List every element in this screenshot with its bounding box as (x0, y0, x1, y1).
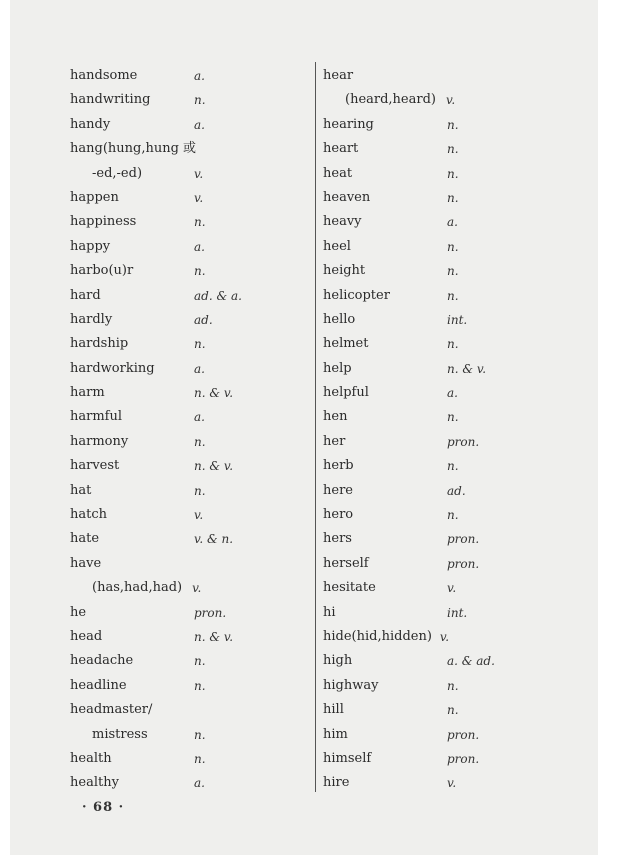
entry-word: (heard,heard) (345, 92, 436, 108)
entry-word: heavy (323, 214, 362, 230)
entry-pos: int. (447, 605, 468, 620)
entry-pos: n. (447, 678, 459, 693)
entry-pos: a. (447, 215, 458, 230)
entry-word: headline (70, 677, 127, 693)
entry-word: helicopter (323, 287, 390, 303)
entry-row (323, 454, 583, 478)
entry-word: hen (323, 409, 348, 425)
entry-row (70, 698, 310, 722)
entry-word: hero (323, 507, 354, 523)
entry-row (323, 210, 583, 234)
entry-pos: n. (447, 166, 459, 181)
entry-pos: ad. (194, 312, 213, 327)
entry-pos: v. (447, 776, 457, 791)
entry-row (323, 747, 583, 771)
entry-row (70, 674, 310, 698)
entry-row-continuation (70, 723, 310, 747)
entry-pos: pron. (447, 532, 480, 547)
entry-row (70, 454, 310, 478)
entry-word: herb (323, 458, 354, 474)
column-divider (315, 62, 316, 792)
entry-row (70, 479, 310, 503)
entry-word: hesitate (323, 580, 376, 596)
entry-word: harm (70, 385, 105, 401)
entry-row (323, 771, 583, 795)
entry-word: headmaster/ (70, 702, 153, 718)
entry-word: hide(hid,hidden) (323, 628, 432, 644)
page-number: · 68 · (82, 800, 125, 815)
entry-pos: a. (194, 361, 205, 376)
entry-word: handsome (70, 68, 138, 83)
entry-word: highway (323, 677, 379, 693)
entry-row (323, 162, 583, 186)
entry-word: high (323, 653, 353, 669)
entry-pos: n. & v. (194, 459, 234, 474)
entry-row (70, 503, 310, 527)
entry-pos: a. (194, 776, 205, 791)
entry-pos: n. (194, 727, 206, 742)
entry-word: health (70, 750, 112, 766)
entry-word: have (70, 555, 102, 571)
entry-word: harmony (70, 433, 129, 449)
entry-pos: ad. (447, 483, 466, 498)
entry-word: mistress (92, 726, 148, 742)
entry-pos: n. (447, 703, 459, 718)
entry-row (70, 113, 310, 137)
entry-pos: n. (447, 190, 459, 205)
entry-word: heart (323, 141, 359, 157)
entry-word: helmet (323, 336, 369, 352)
entry-word: heat (323, 165, 353, 181)
entry-row (70, 186, 310, 210)
entry-word: hardship (70, 336, 129, 352)
entry-row (70, 527, 310, 551)
entry-word: hers (323, 531, 352, 547)
entry-pos: n. & v. (194, 386, 234, 401)
entry-pos: n. (447, 264, 459, 279)
entry-row-continuation (70, 162, 310, 186)
entry-row-continuation (323, 88, 583, 112)
entry-row (323, 649, 583, 673)
entry-word: head (70, 628, 103, 644)
entry-pos: pron. (447, 727, 480, 742)
entry-word: heel (323, 238, 351, 254)
entry-row (323, 235, 583, 259)
entry-pos: pron. (194, 605, 227, 620)
entry-row (70, 308, 310, 332)
entry-row (70, 137, 310, 161)
entry-row (323, 405, 583, 429)
entry-pos: n. (447, 508, 459, 523)
entry-pos: pron. (447, 751, 480, 766)
entry-row (323, 430, 583, 454)
entry-word: heaven (323, 189, 371, 205)
entry-pos: n. (194, 264, 206, 279)
entry-row-continuation (70, 576, 310, 600)
entry-pos: n. & v. (194, 629, 234, 644)
entry-word: happiness (70, 214, 137, 230)
entry-row (70, 430, 310, 454)
entry-word: -ed,-ed) (92, 165, 143, 181)
entry-pos: n. (447, 459, 459, 474)
entry-pos: n. (194, 93, 206, 108)
entry-pos: a. (194, 239, 205, 254)
entry-pos: int. (447, 312, 468, 327)
left-column (70, 64, 310, 796)
entry-pos: n. (194, 751, 206, 766)
entry-pos: v. (447, 581, 457, 596)
entry-row (323, 381, 583, 405)
entry-row (70, 284, 310, 308)
entry-word: hello (323, 311, 356, 327)
entry-word: he (70, 604, 87, 620)
entry-row (70, 552, 310, 576)
entry-word: herself (323, 555, 369, 571)
entry-row (70, 235, 310, 259)
entry-word: handwriting (70, 92, 151, 108)
entry-word: here (323, 482, 353, 498)
entry-row (323, 552, 583, 576)
entry-word: hardly (70, 311, 113, 327)
entry-pos: v. (194, 166, 204, 181)
entry-word: harvest (70, 458, 120, 474)
entry-row (70, 259, 310, 283)
entry-pos: n. (447, 337, 459, 352)
entry-row (323, 284, 583, 308)
entry-pos: a. & ad. (447, 654, 495, 669)
entry-pos: a. (194, 69, 205, 83)
entry-row (323, 601, 583, 625)
entry-pos: ad. & a. (194, 288, 242, 303)
entry-row (70, 747, 310, 771)
entry-pos: pron. (447, 556, 480, 571)
right-column (323, 64, 583, 796)
entry-word: hat (70, 482, 92, 498)
entry-pos: v. (192, 581, 202, 596)
entry-word: harmful (70, 409, 123, 425)
entry-row (70, 625, 310, 649)
entry-row (323, 479, 583, 503)
entry-row (323, 259, 583, 283)
entry-word: happen (70, 189, 119, 205)
entry-row (70, 601, 310, 625)
entry-row (323, 674, 583, 698)
entry-pos: n. & v. (447, 361, 487, 376)
entry-row (323, 332, 583, 356)
entry-pos: a. (447, 386, 458, 401)
entry-word: hill (323, 702, 344, 718)
entry-word: hang(hung,hung 或 (70, 141, 197, 157)
entry-pos: n. (194, 483, 206, 498)
entry-pos: n. (447, 142, 459, 157)
page (10, 0, 598, 855)
entry-word: headache (70, 653, 134, 669)
entry-row (323, 64, 583, 88)
entry-word: hire (323, 775, 350, 791)
entry-row (70, 210, 310, 234)
entry-word: hi (323, 604, 336, 620)
entry-pos: n. (194, 678, 206, 693)
entry-row (70, 332, 310, 356)
entry-row (323, 186, 583, 210)
entry-pos: a. (194, 117, 205, 132)
entry-word: her (323, 433, 346, 449)
entry-row (70, 64, 310, 88)
entry-word: height (323, 263, 366, 279)
entry-pos: n. (447, 288, 459, 303)
entry-row (323, 308, 583, 332)
entry-word: himself (323, 750, 372, 766)
entry-row (70, 357, 310, 381)
entry-word: harbo(u)r (70, 263, 134, 279)
entry-word: help (323, 360, 352, 376)
entry-row (70, 88, 310, 112)
entry-word: happy (70, 238, 111, 254)
entry-row (70, 771, 310, 795)
entry-pos: n. (194, 434, 206, 449)
entry-row (323, 576, 583, 600)
entry-pos: n. (194, 654, 206, 669)
entry-row (70, 381, 310, 405)
entry-pos: n. (447, 410, 459, 425)
entry-row (323, 137, 583, 161)
entry-pos: n. (447, 239, 459, 254)
entry-pos: a. (194, 410, 205, 425)
entry-word: (has,had,had) (92, 580, 183, 596)
entry-row (323, 503, 583, 527)
entry-pos: v. (445, 93, 456, 108)
entry-row (323, 698, 583, 722)
entry-row (70, 405, 310, 429)
entry-row (323, 357, 583, 381)
entry-word: hard (70, 287, 101, 303)
entry-pos: v. (439, 629, 450, 644)
entry-row (70, 649, 310, 673)
entry-pos: n. (194, 337, 206, 352)
entry-word: hardworking (70, 360, 155, 376)
entry-pos: n. (447, 117, 459, 132)
entry-word: helpful (323, 385, 369, 401)
entry-pos: v. & n. (194, 532, 234, 547)
entry-row (323, 527, 583, 551)
entry-word: healthy (70, 775, 119, 791)
entry-row (323, 723, 583, 747)
entry-pos: n. (194, 215, 206, 230)
entry-word: handy (70, 116, 111, 132)
entry-word: hatch (70, 507, 108, 523)
entry-pos: pron. (447, 434, 480, 449)
entry-word: hear (323, 68, 354, 83)
entry-word: him (323, 726, 348, 742)
entry-row (323, 625, 583, 649)
entry-pos: v. (194, 508, 204, 523)
entry-word: hate (70, 531, 100, 547)
entry-word: hearing (323, 116, 374, 132)
entry-pos: v. (194, 190, 204, 205)
entry-row (323, 113, 583, 137)
